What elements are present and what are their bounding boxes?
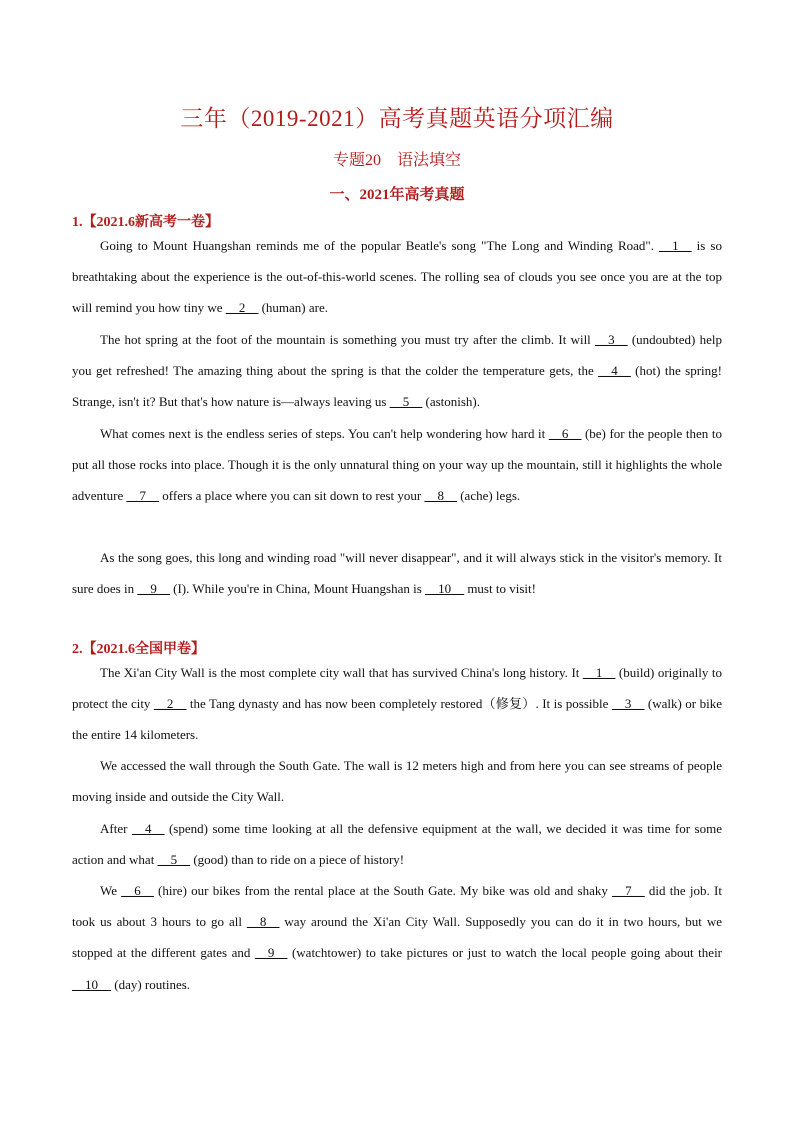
text: offers a place where you can sit down to rest your (159, 488, 425, 504)
text: (walk) or bike the entire 14 kilometers. (72, 696, 722, 743)
question-2-label: 2.【2021.6全国甲卷】 (72, 642, 205, 657)
text: the Tang dynasty and has now been completely restored（修复）. It is possible (186, 696, 612, 712)
text: (undoubted) help you get refreshed! The amazing thing about the spring is that the colder the temperature gets, the (72, 332, 723, 379)
text: (hire) our bikes from the rental place at the South Gate. My bike was old and shaky (153, 883, 613, 898)
blank-10: __10__ (425, 581, 465, 597)
blank-7: __7__ (612, 883, 645, 898)
blank-9: __9__ (137, 581, 170, 597)
section-title: 一、2021年高考真题 (329, 187, 465, 203)
text: As the song goes, this long and winding road "will never disappear", and it will always stick in the visitor's memory. It sure does in (72, 550, 722, 597)
blank-4: __4__ (598, 363, 631, 379)
text: did the job. It took us about 3 hours to go all (72, 883, 723, 930)
text: way around the Xi'an City Wall. Supposedly you can do it in two hours, but we stopped at the different gates and (72, 914, 722, 961)
text: (spend) some time looking at all the defensive equipment at the wall, we decided it was time for some action and what (72, 821, 722, 868)
text: (be) for the people then to put all those rocks into place. Though it is the only unnatural thing on your way up the mountain, still it highlights the whole adventure (72, 426, 722, 504)
text: (day) routines. (111, 976, 191, 992)
q1-paragraph-1 (72, 230, 722, 324)
blank-2: __2__ (153, 696, 187, 712)
blank-2: __2__ (225, 300, 259, 316)
text: After (100, 821, 132, 836)
text: (hot) the spring! Strange, isn't it? But that's how nature is—always leaving us (72, 363, 723, 410)
text: (human) are. (258, 300, 328, 316)
q2-paragraph-2 (72, 750, 722, 812)
blank-8: __8__ (246, 914, 280, 930)
blank-9: __9__ (254, 945, 288, 961)
blank-1: __1__ (659, 238, 692, 253)
blank-6: __6__ (121, 883, 154, 898)
text: What comes next is the endless series of steps. You can't help wondering how hard it (100, 426, 549, 441)
blank-8: __8__ (424, 488, 457, 504)
blank-5: __5__ (157, 852, 191, 868)
text: (I). While you're in China, Mount Huangshan is (169, 581, 426, 597)
q2-paragraph-1 (72, 657, 722, 751)
text: We accessed the wall through the South Gate. The wall is 12 meters high and from here you can see streams of people moving inside and outside the City Wall. (72, 758, 722, 805)
blank-10: __10__ (72, 976, 111, 992)
text: (good) than to ride on a piece of history! (190, 852, 405, 868)
blank-3: __3__ (595, 332, 628, 347)
text: The Xi'an City Wall is the most complete city wall that has survived China's long history. It (100, 665, 583, 680)
topic-subtitle: 专题20 语法填空 (332, 152, 461, 169)
document-title: 三年（2019-2021）高考真题英语分项汇编 (180, 106, 614, 131)
text: (astonish). (422, 394, 481, 410)
text: is so breathtaking about the experience is the out-of-this-world scenes. The rolling sea of clouds you see once you are at the top will remind you how tiny we (72, 238, 722, 316)
blank-6: __6__ (548, 426, 582, 441)
text: The hot spring at the foot of the mountain is something you must try after the climb. It will (100, 332, 596, 347)
q2-paragraph-3 (72, 813, 722, 875)
blank-1: __1__ (582, 665, 616, 680)
text: Going to Mount Huangshan reminds me of the popular Beatle's song "The Long and Winding Road". (100, 238, 660, 253)
blank-4: __4__ (131, 821, 165, 836)
question-1-label: 1.【2021.6新高考一卷】 (72, 215, 219, 230)
q2-paragraph-4 (72, 875, 722, 1000)
blank-7: __7__ (126, 488, 160, 504)
q1-paragraph-2 (72, 324, 722, 418)
q1-paragraph-3 (72, 418, 722, 512)
blank-5: __5__ (389, 394, 423, 410)
text: We (100, 883, 122, 898)
text: (watchtower) to take pictures or just to watch the local people going about their (287, 945, 723, 961)
q1-paragraph-4 (72, 542, 722, 604)
text: must to visit! (464, 581, 536, 597)
text: (build) originally to protect the city (72, 665, 722, 712)
blank-3: __3__ (611, 696, 645, 712)
text: (ache) legs. (456, 488, 521, 504)
